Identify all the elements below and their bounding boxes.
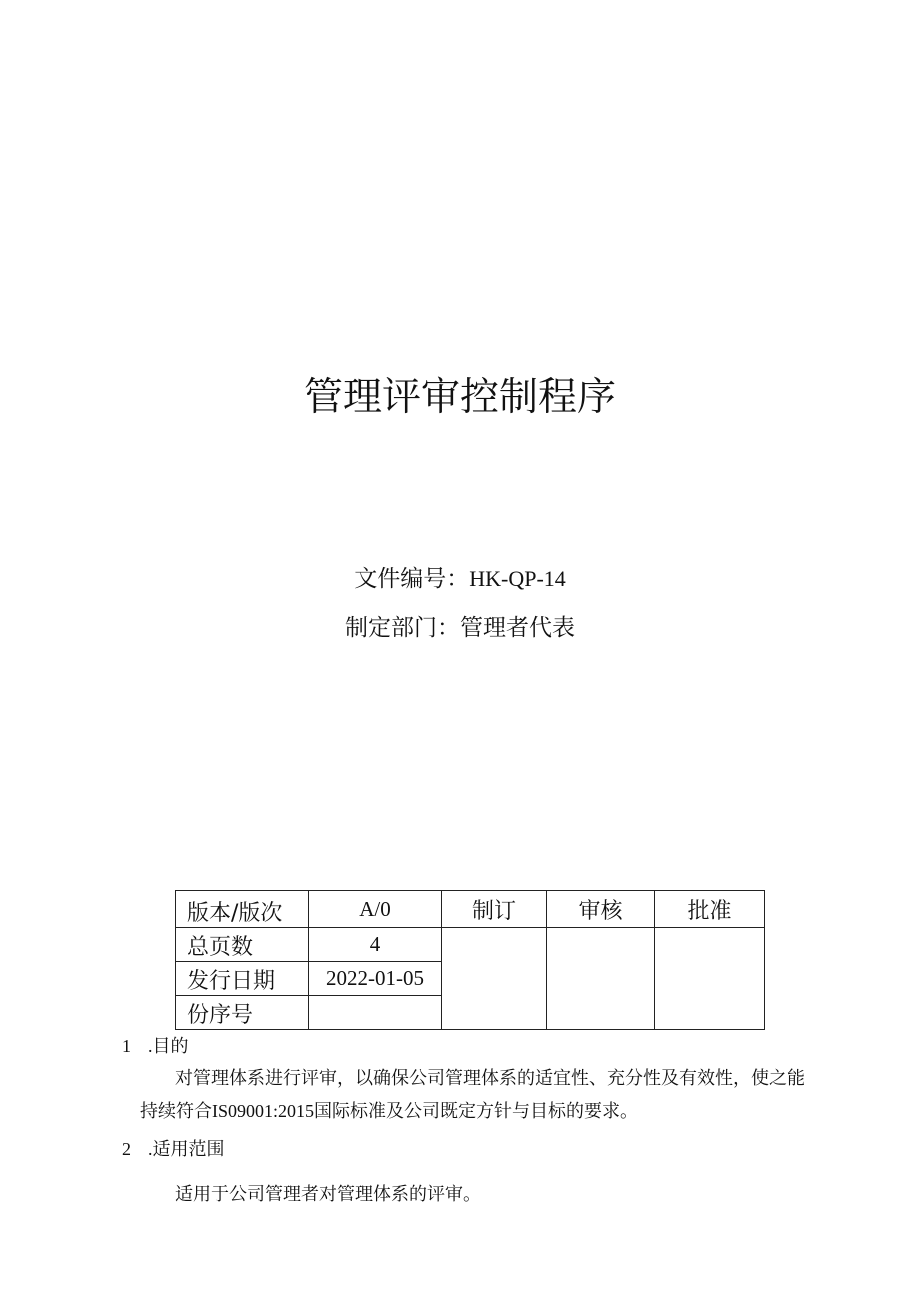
version-label: 版本/版次 (176, 891, 309, 928)
section-heading-scope (122, 1135, 225, 1161)
issuing-department-value: 管理者代表 (460, 615, 575, 641)
copy-number-label: 份序号 (176, 996, 309, 1030)
section-number: 1 (122, 1036, 131, 1056)
total-pages-value: 4 (309, 928, 442, 962)
issue-date-label: 发行日期 (176, 962, 309, 996)
table-row (176, 891, 765, 928)
section-heading-purpose (122, 1032, 189, 1058)
approved-by-header: 批准 (655, 891, 765, 928)
document-title: 管理评审控制程序 (303, 375, 616, 420)
issue-date-value: 2022-01-05 (309, 962, 442, 996)
copy-number-value (309, 996, 442, 1030)
prepared-by-signature-cell (442, 928, 547, 1030)
document-code-label: 文件编号： (354, 566, 470, 592)
document-code (0, 560, 920, 593)
document-control-table (175, 890, 765, 1030)
prepared-by-header: 制订 (442, 891, 547, 928)
version-value: A/0 (309, 891, 442, 928)
total-pages-label: 总页数 (176, 928, 309, 962)
issuing-department (0, 609, 920, 642)
document-code-value: HK-QP-14 (469, 566, 566, 591)
section-title: .目的 (148, 1036, 189, 1056)
section-title: .适用范围 (148, 1139, 225, 1159)
purpose-paragraph-line: 持续符合IS09001:2015国际标准及公司既定方针与目标的要求。 (140, 1101, 639, 1121)
issuing-department-label: 制定部门： (345, 615, 460, 641)
reviewed-by-signature-cell (547, 928, 655, 1030)
table-row (176, 928, 765, 962)
scope-paragraph-line: 适用于公司管理者对管理体系的评审。 (175, 1184, 481, 1204)
section-number: 2 (122, 1139, 131, 1159)
purpose-paragraph-line: 对管理体系进行评审，以确保公司管理体系的适宜性、充分性及有效性，使之能 (175, 1068, 805, 1088)
approved-by-signature-cell (655, 928, 765, 1030)
reviewed-by-header: 审核 (547, 891, 655, 928)
